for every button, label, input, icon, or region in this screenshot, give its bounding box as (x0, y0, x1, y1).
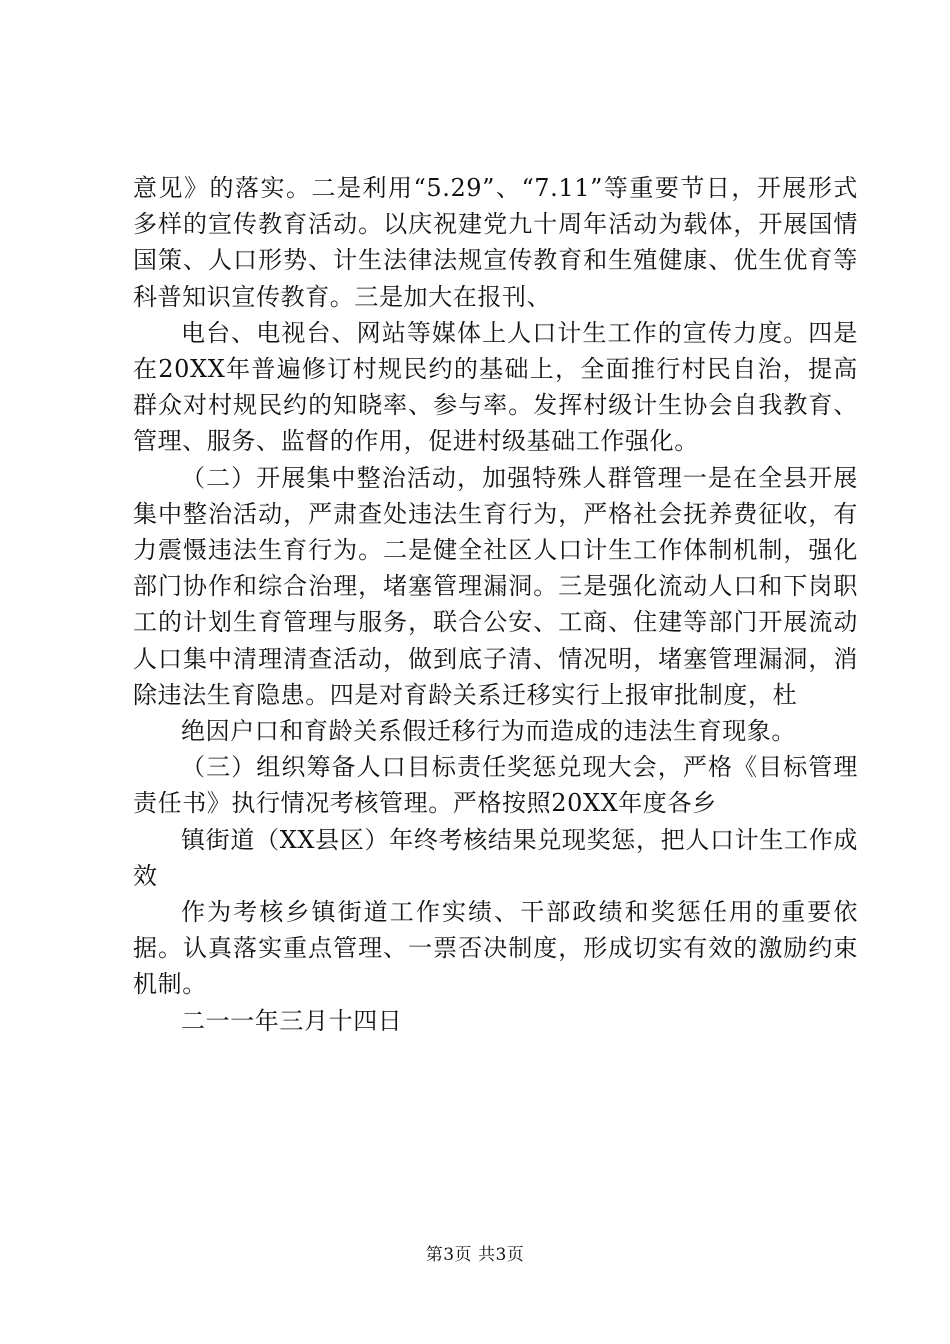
page-footer (0, 1244, 950, 1266)
document-body (133, 170, 858, 1039)
paragraph-6: 镇街道（XX县区）年终考核结果兑现奖惩，把人口计生工作成效 (133, 825, 858, 890)
document-date: 二一一年三月十四日 (181, 1006, 403, 1035)
paragraph-7: 作为考核乡镇街道工作实绩、干部政绩和奖惩任用的重要依据。认真落实重点管理、一票否决制度，形成切实有效的激励约束机制。 (133, 898, 858, 999)
paragraph-4: 绝因户口和育龄关系假迁移行为而造成的违法生育现象。 (181, 717, 796, 746)
paragraph-2: 电台、电视台、网站等媒体上人口计生工作的宣传力度。四是在20XX年普遍修订村规民约的基础上，全面推行村民自治，提高群众对村规民约的知晓率、参与率。发挥村级计生协会自我教育、管理、服务、监督的作用，促进村级基础工作强化。 (133, 318, 858, 456)
paragraph-5: （三）组织筹备人口目标责任奖惩兑现大会，严格《目标管理责任书》执行情况考核管理。严格按照20XX年度各乡 (133, 753, 858, 818)
paragraph-3: （二）开展集中整治活动，加强特殊人群管理一是在全县开展集中整治活动，严肃查处违法生育行为，严格社会抚养费征收，有力震慑违法生育行为。二是健全社区人口计生工作体制机制，强化部门协作和综合治理，堵塞管理漏洞。三是强化流动人口和下岗职工的计划生育管理与服务，联合公安、工商、住建等部门开展流动人口集中清理清查活动，做到底子清、情况明，堵塞管理漏洞，消除违法生育隐患。四是对育龄关系迁移实行上报审批制度，杜 (133, 463, 858, 709)
page-number-label: 第3页 共3页 (425, 1245, 525, 1265)
paragraph-1: 意见》的落实。二是利用“5.29”、“7.11”等重要节日，开展形式多样的宣传教育活动。以庆祝建党九十周年活动为载体，开展国情国策、人口形势、计生法律法规宣传教育和生殖健康、优生优育等科普知识宣传教育。三是加大在报刊、 (133, 174, 858, 311)
